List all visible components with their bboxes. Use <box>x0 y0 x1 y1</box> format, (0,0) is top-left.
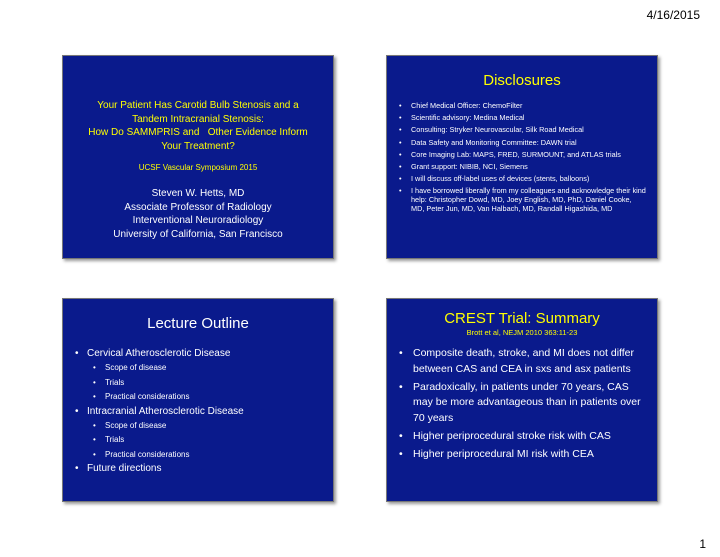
summary-item: • Composite death, stroke, and MI does not differ between CAS and CEA in sxs and asx patients <box>399 346 649 378</box>
page-date: 4/16/2015 <box>646 8 700 22</box>
summary-item: • Paradoxically, in patients under 70 years, CAS may be more advantageous than in patients over 70 years <box>399 380 649 427</box>
outline-item: • Cervical Atherosclerotic Disease <box>75 347 325 361</box>
outline-subitem: • Scope of disease <box>75 419 325 434</box>
talk-title-line: Your Treatment? <box>161 140 235 152</box>
outline-subitem: • Trials <box>75 433 325 448</box>
slide-lecture-outline <box>62 298 334 502</box>
disclosure-item: • I have borrowed liberally from my colleagues and acknowledge their kind help: Christopher Dowd, MD, Joey English, MD, PhD, Daniel Cooke, MD, Peter Jun, MD, Van Halbach, MD, Randall Higashida, MD <box>399 187 647 213</box>
slide-disclosures <box>386 55 658 259</box>
disclosure-item: • Consulting: Stryker Neurovascular, Silk Road Medical <box>399 126 647 135</box>
summary-list <box>399 346 649 465</box>
slide-heading: Disclosures <box>483 72 561 89</box>
author-block <box>63 187 333 241</box>
author-division: Interventional Neuroradiology <box>132 215 264 226</box>
symposium-name: UCSF Vascular Symposium 2015 <box>138 163 258 172</box>
outline-list <box>75 347 325 476</box>
slide-heading: Lecture Outline <box>147 315 249 332</box>
outline-subitem: • Practical considerations <box>75 448 325 463</box>
talk-title-line: How Do SAMMPRIS and Other Evidence Inform <box>88 127 308 138</box>
talk-title-line: Tandem Intracranial Stenosis: <box>132 113 264 125</box>
author-title: Associate Professor of Radiology <box>124 201 272 213</box>
outline-subitem: • Practical considerations <box>75 390 325 405</box>
disclosure-item: • I will discuss off-label uses of devices (stents, balloons) <box>399 175 647 184</box>
outline-subitem: • Trials <box>75 376 325 391</box>
disclosure-item: • Core Imaging Lab: MAPS, FRED, SURMOUNT, and ATLAS trials <box>399 151 647 160</box>
disclosure-list <box>399 102 647 217</box>
disclosure-item: • Chief Medical Officer: ChemoFilter <box>399 102 647 111</box>
disclosure-item: • Data Safety and Monitoring Committee: DAWN trial <box>399 139 647 148</box>
author-institution: University of California, San Francisco <box>113 228 283 240</box>
slide-heading: CREST Trial: Summary <box>444 310 600 327</box>
summary-item: • Higher periprocedural stroke risk with CAS <box>399 429 649 445</box>
talk-title-line: Your Patient Has Carotid Bulb Stenosis and a <box>97 100 299 111</box>
disclosure-item: • Grant support: NIBIB, NCI, Siemens <box>399 163 647 172</box>
author-name: Steven W. Hetts, MD <box>151 188 245 199</box>
summary-item: • Higher periprocedural MI risk with CEA <box>399 447 649 463</box>
outline-item: • Intracranial Atherosclerotic Disease <box>75 405 325 419</box>
slide-title-page <box>62 55 334 259</box>
slide-crest-summary <box>386 298 658 502</box>
outline-subitem: • Scope of disease <box>75 361 325 376</box>
citation: Brott et al, NEJM 2010 363:11-23 <box>466 328 578 337</box>
disclosure-item: • Scientific advisory: Medina Medical <box>399 114 647 123</box>
talk-title <box>63 99 333 153</box>
outline-item: • Future directions <box>75 462 325 476</box>
page-number: 1 <box>699 537 706 551</box>
